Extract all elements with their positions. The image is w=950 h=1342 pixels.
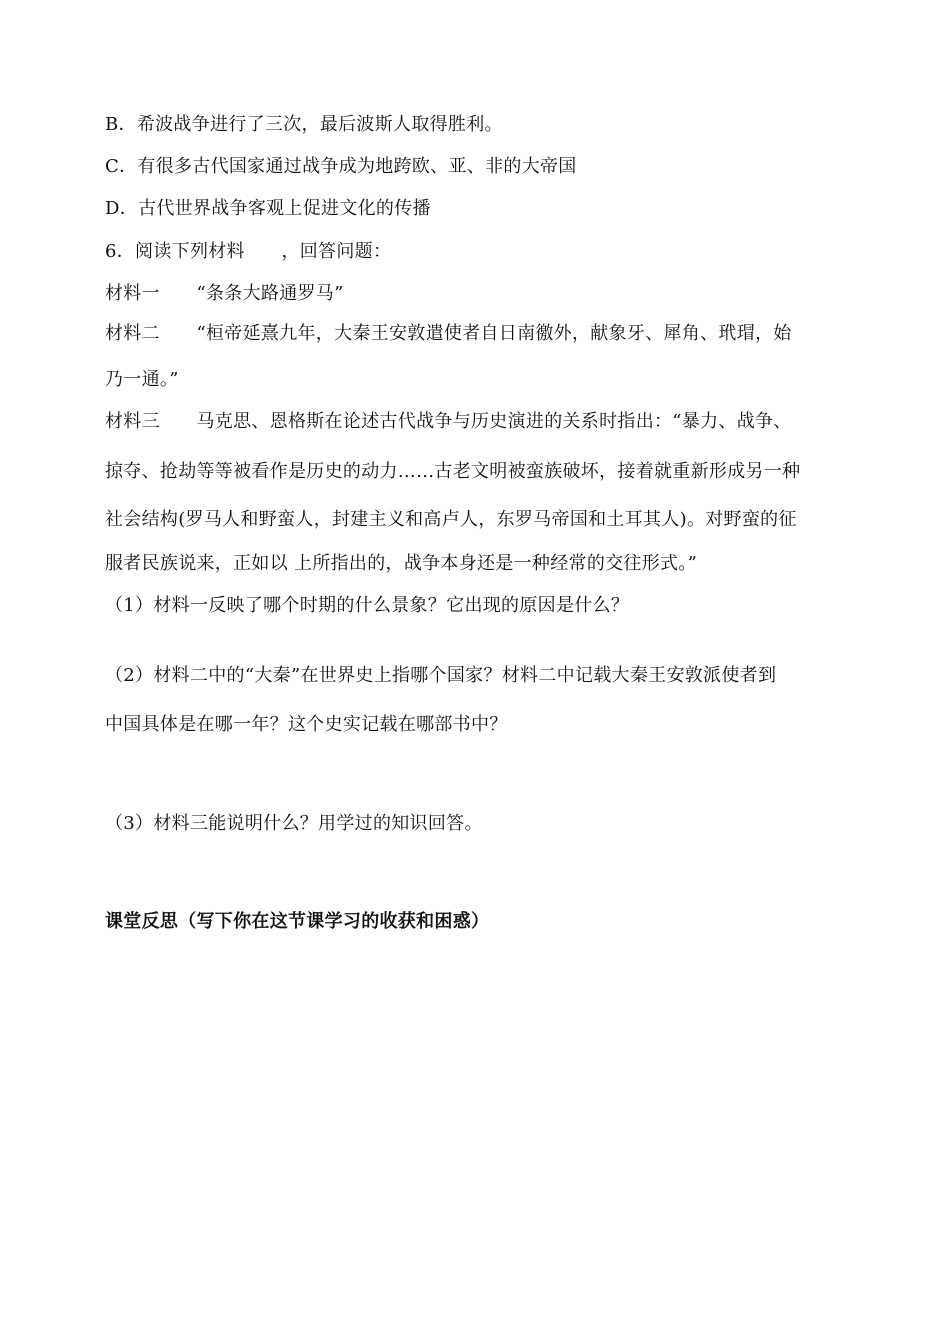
sub-question-3: （3）材料三能说明什么？用学过的知识回答。 bbox=[105, 813, 483, 834]
material-1: 材料一 “条条大路通罗马” bbox=[105, 283, 344, 304]
material-2-line-1: 材料二 “桓帝延熹九年，大秦王安敦遣使者自日南徼外，献象牙、犀角、玳瑁，始 bbox=[105, 323, 792, 344]
material-3-line-1: 材料三 马克思、恩格斯在论述古代战争与历史演进的关系时指出：“暴力、战争、 bbox=[105, 411, 792, 432]
option-b: B．希波战争进行了三次，最后波斯人取得胜利。 bbox=[105, 114, 503, 135]
material-2-line-2: 乃一通。” bbox=[105, 369, 179, 390]
sub-question-2-line-1: （2）材料二中的“大秦”在世界史上指哪个国家？材料二中记载大秦王安敦派使者到 bbox=[105, 665, 777, 686]
material-3-line-3: 社会结构(罗马人和野蛮人，封建主义和高卢人，东罗马帝国和土耳其人)。对野蛮的征 bbox=[105, 509, 797, 530]
reflection-heading: 课堂反思（写下你在这节课学习的收获和困惑） bbox=[105, 911, 490, 932]
sub-question-2-line-2: 中国具体是在哪一年？这个史实记载在哪部书中？ bbox=[105, 714, 508, 735]
option-d: D．古代世界战争客观上促进文化的传播 bbox=[105, 198, 431, 219]
option-c: C．有很多古代国家通过战争成为地跨欧、亚、非的大帝国 bbox=[105, 156, 577, 177]
material-3-line-4: 服者民族说来，正如以 上所指出的，战争本身还是一种经常的交往形式。” bbox=[105, 553, 698, 574]
question-6-stem: 6．阅读下列材料 ，回答问题： bbox=[105, 241, 392, 262]
material-3-line-2: 掠夺、抢劫等等被看作是历史的动力……古老文明被蛮族破坏，接着就重新形成另一种 bbox=[105, 461, 801, 482]
sub-question-1: （1）材料一反映了哪个时期的什么景象？它出现的原因是什么？ bbox=[105, 595, 630, 616]
